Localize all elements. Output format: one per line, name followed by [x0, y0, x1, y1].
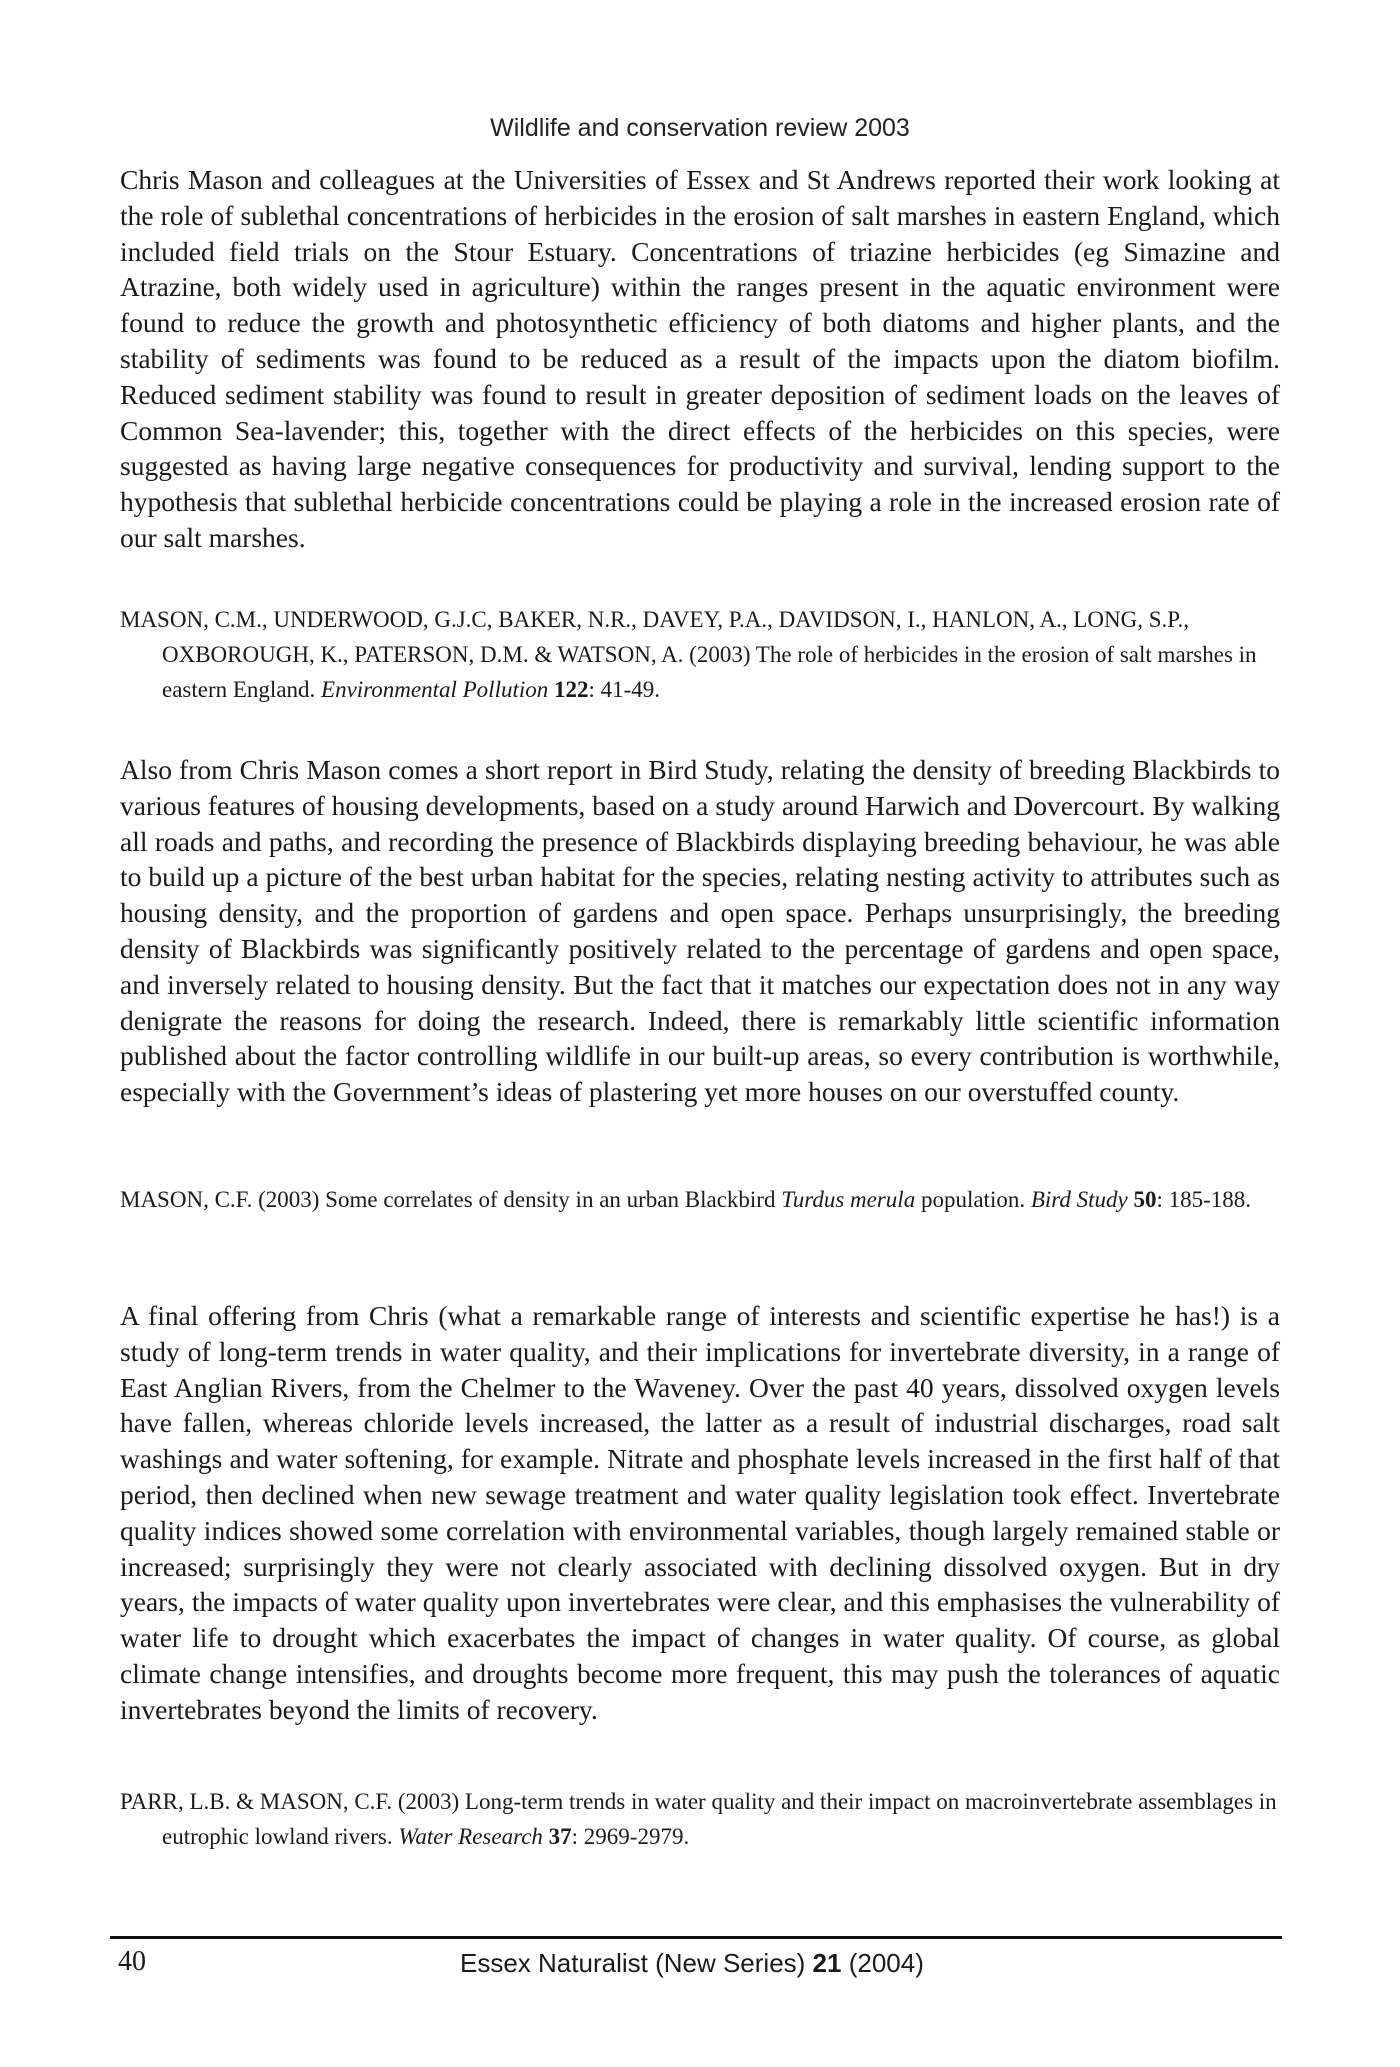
- reference-volume: 122: [554, 677, 589, 702]
- journal-year: (2004): [848, 1948, 924, 1978]
- reference-citation: PARR, L.B. & MASON, C.F. (2003) Long-term trends in water quality and their impact on macroinvertebrate assemblages in eutrophic lowland rivers.: [120, 1789, 1277, 1849]
- reference-volume: 37: [548, 1824, 572, 1849]
- reference-pages: : 41-49.: [588, 677, 661, 702]
- paragraph-blackbirds: Also from Chris Mason comes a short report in Bird Study, relating the density of breeding Blackbirds to various features of housing developments, based on a study around Harwich and Dovercourt. By walking all roads and paths, and recording the presence of Blackbirds displaying breeding behaviour, he was able to build up a picture of the best urban habitat for the species, relating nesting activity to attributes such as housing density, and the proportion of gardens and open space. Perhaps unsurprisingly, the breeding density of Blackbirds was significantly positively related to the percentage of gardens and open space, and inversely related to housing density. But the fact that it matches our expectation does not in any way denigrate the reasons for doing the research. Indeed, there is remarkably little scientific information published about the factor controlling wildlife in our built-up areas, so every contribution is worthwhile, especially with the Government’s ideas of plastering yet more houses on our overstuffed county.: [120, 754, 1280, 1108]
- paragraph-herbicides: Chris Mason and colleagues at the Universities of Essex and St Andrews reported their work looking at the role of sublethal concentrations of herbicides in the erosion of salt marshes in eastern England, which included field trials on the Stour Estuary. Concentrations of triazine herbicides (eg Simazine and Atrazine, both widely used in agriculture) within the ranges present in the aquatic environment were found to reduce the growth and photosynthetic efficiency of both diatoms and higher plants, and the stability of sediments was found to be reduced as a result of the impacts upon the diatom biofilm. Reduced sediment stability was found to result in greater deposition of sediment loads on the leaves of Common Sea-lavender; this, together with the direct effects of the herbicides on this species, were suggested as having large negative consequences for productivity and survival, lending support to the hypothesis that sublethal herbicide concentrations could be playing a role in the increased erosion rate of our salt marshes.: [120, 164, 1280, 553]
- reference-journal: Water Research: [398, 1824, 543, 1849]
- reference-citation: MASON, C.M., UNDERWOOD, G.J.C, BAKER, N.R., DAVEY, P.A., DAVIDSON, I., HANLON, A., LONG, S.P., OXBOROUGH, K., PATERSON, D.M. & WATSON, A. (2003) The role of herbicides in the erosion of salt marshes in eastern England.: [120, 607, 1257, 702]
- reference-volume: 50: [1133, 1187, 1157, 1212]
- reference-pages: : 185-188.: [1156, 1187, 1252, 1212]
- journal-name: Essex Naturalist (New Series): [460, 1948, 806, 1978]
- reference-journal: Bird Study: [1030, 1187, 1128, 1212]
- reference-parr-mason-2003: [120, 1784, 1322, 1854]
- paragraph-water-quality: A final offering from Chris (what a remarkable range of interests and scientific expertise he has!) is a study of long-term trends in water quality, and their implications for invertebrate diversity, in a range of East Anglian Rivers, from the Chelmer to the Waveney. Over the past 40 years, dissolved oxygen levels have fallen, whereas chloride levels increased, the latter as a result of industrial discharges, road salt washings and water softening, for example. Nitrate and phosphate levels increased in the first half of that period, then declined when new sewage treatment and water quality legislation took effect. Invertebrate quality indices showed some correlation with environmental variables, though largely remained stable or increased; surprisingly they were not clearly associated with declining dissolved oxygen. But in dry years, the impacts of water quality upon invertebrates were clear, and this emphasises the vulnerability of water life to drought which exacerbates the impact of changes in water quality. Of course, as global climate change intensifies, and droughts become more frequent, this may push the tolerances of aquatic invertebrates beyond the limits of recovery.: [120, 1300, 1280, 1725]
- reference-journal: Environmental Pollution: [321, 677, 549, 702]
- running-header: Wildlife and conservation review 2003: [490, 114, 910, 142]
- journal-footer: [460, 1948, 924, 1979]
- reference-mason-2003-herbicides: [120, 602, 1322, 707]
- reference-mason-2003-blackbird: [120, 1182, 1322, 1217]
- page-number: 40: [118, 1946, 146, 1977]
- reference-pages: : 2969-2979.: [571, 1824, 690, 1849]
- reference-species: Turdus merula: [781, 1187, 916, 1212]
- reference-citation-cont: population.: [920, 1187, 1026, 1212]
- journal-volume: 21: [812, 1948, 842, 1978]
- reference-citation: MASON, C.F. (2003) Some correlates of density in an urban Blackbird: [120, 1187, 776, 1212]
- footer-divider: [110, 1936, 1282, 1939]
